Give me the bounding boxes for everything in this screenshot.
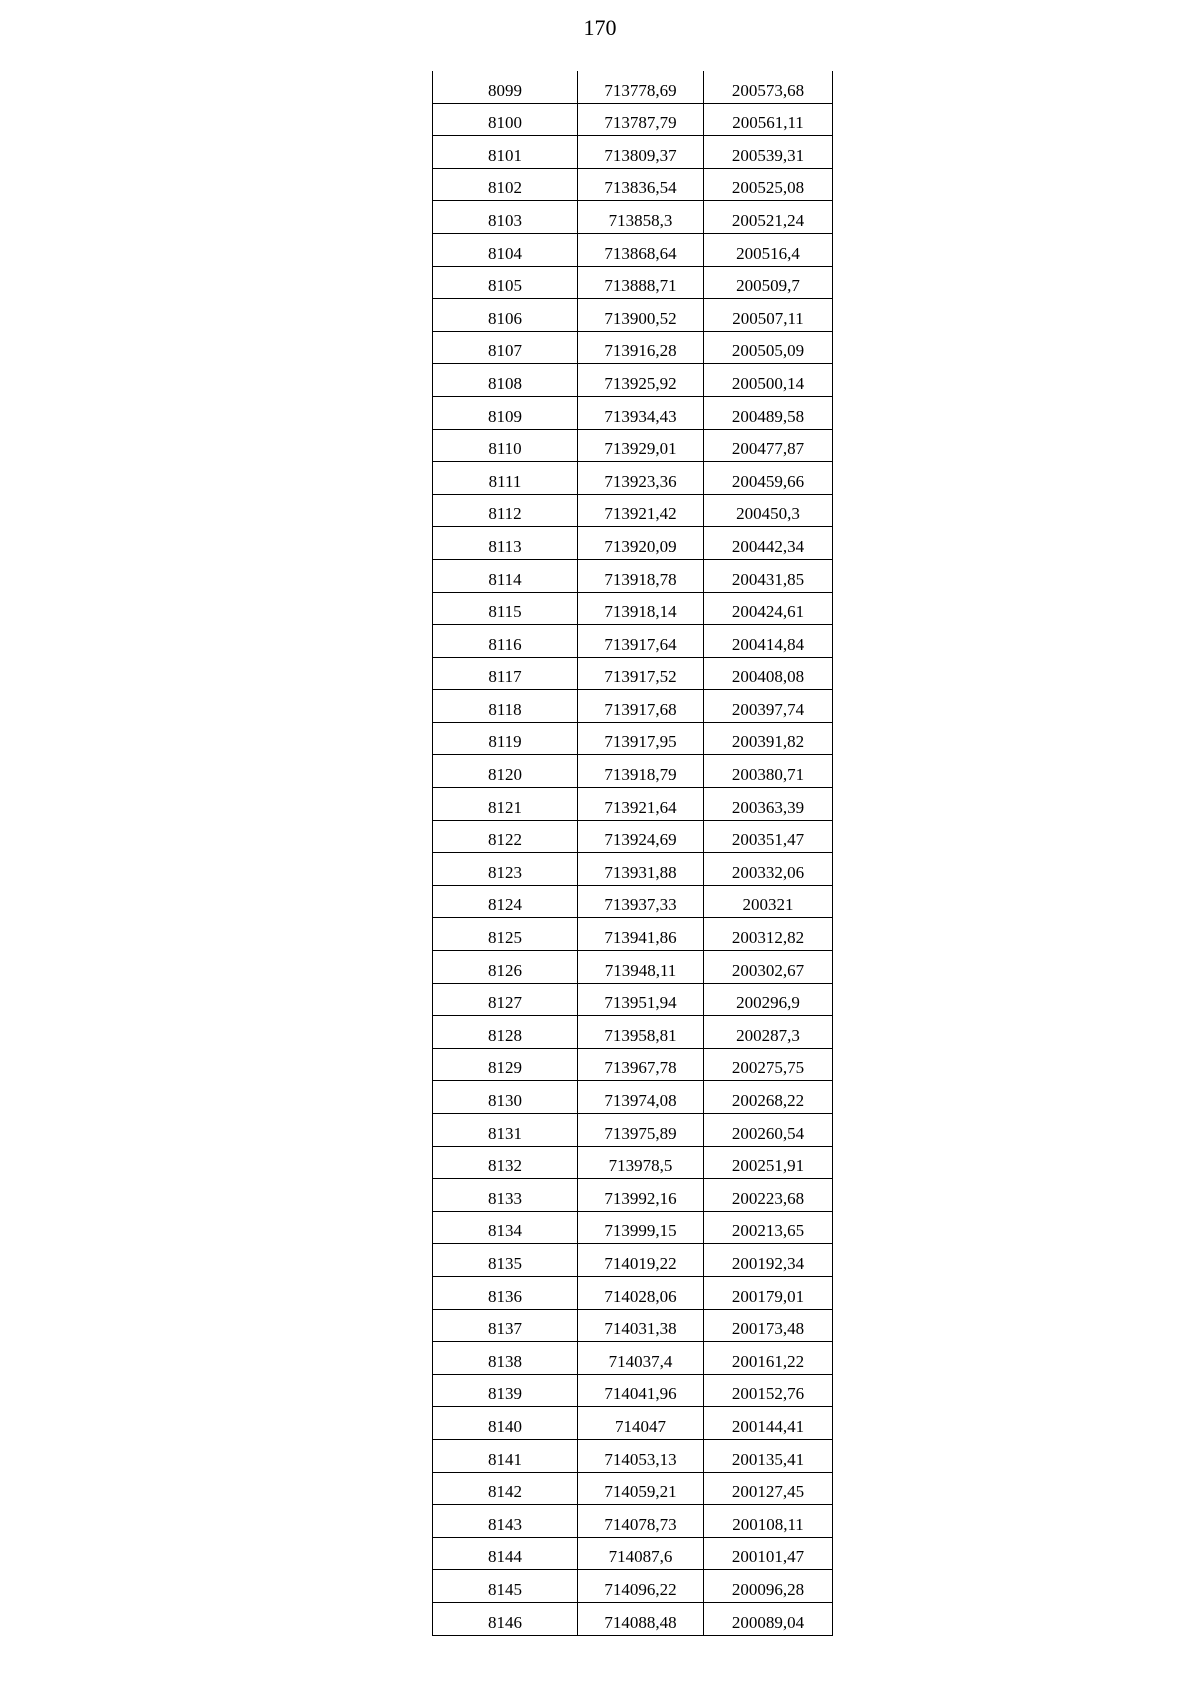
y-coordinate-cell: 200391,82 bbox=[704, 722, 833, 755]
table-row bbox=[433, 103, 833, 136]
x-coordinate-cell: 714059,21 bbox=[578, 1472, 704, 1505]
x-coordinate-cell: 714031,38 bbox=[578, 1309, 704, 1342]
table-row bbox=[433, 1146, 833, 1179]
x-coordinate-cell: 714047 bbox=[578, 1407, 704, 1440]
point-number-cell: 8099 bbox=[433, 71, 578, 103]
table-row bbox=[433, 657, 833, 690]
point-number-cell: 8112 bbox=[433, 494, 578, 527]
x-coordinate-cell: 713787,79 bbox=[578, 103, 704, 136]
x-coordinate-cell: 714037,4 bbox=[578, 1342, 704, 1375]
page-number: 170 bbox=[583, 15, 617, 40]
y-coordinate-cell: 200302,67 bbox=[704, 951, 833, 984]
point-number-cell: 8143 bbox=[433, 1505, 578, 1538]
x-coordinate-cell: 713916,28 bbox=[578, 331, 704, 364]
point-number-cell: 8127 bbox=[433, 983, 578, 1016]
y-coordinate-cell: 200509,7 bbox=[704, 266, 833, 299]
table-row bbox=[433, 885, 833, 918]
x-coordinate-cell: 714078,73 bbox=[578, 1505, 704, 1538]
table-row bbox=[433, 462, 833, 495]
x-coordinate-cell: 713934,43 bbox=[578, 396, 704, 429]
point-number-cell: 8129 bbox=[433, 1048, 578, 1081]
point-number-cell: 8108 bbox=[433, 364, 578, 397]
point-number-cell: 8130 bbox=[433, 1081, 578, 1114]
x-coordinate-cell: 713918,14 bbox=[578, 592, 704, 625]
y-coordinate-cell: 200296,9 bbox=[704, 983, 833, 1016]
point-number-cell: 8111 bbox=[433, 462, 578, 495]
y-coordinate-cell: 200179,01 bbox=[704, 1276, 833, 1309]
table-row bbox=[433, 1342, 833, 1375]
table-row bbox=[433, 1472, 833, 1505]
table-row bbox=[433, 266, 833, 299]
x-coordinate-cell: 714028,06 bbox=[578, 1276, 704, 1309]
point-number-cell: 8140 bbox=[433, 1407, 578, 1440]
x-coordinate-cell: 713941,86 bbox=[578, 918, 704, 951]
table-row bbox=[433, 951, 833, 984]
table-row bbox=[433, 1407, 833, 1440]
y-coordinate-cell: 200489,58 bbox=[704, 396, 833, 429]
table-row bbox=[433, 396, 833, 429]
table-row bbox=[433, 1276, 833, 1309]
coordinates-table bbox=[432, 71, 833, 1636]
y-coordinate-cell: 200414,84 bbox=[704, 625, 833, 658]
x-coordinate-cell: 714088,48 bbox=[578, 1602, 704, 1635]
point-number-cell: 8136 bbox=[433, 1276, 578, 1309]
point-number-cell: 8121 bbox=[433, 788, 578, 821]
y-coordinate-cell: 200213,65 bbox=[704, 1211, 833, 1244]
point-number-cell: 8142 bbox=[433, 1472, 578, 1505]
x-coordinate-cell: 714041,96 bbox=[578, 1374, 704, 1407]
point-number-cell: 8135 bbox=[433, 1244, 578, 1277]
x-coordinate-cell: 713921,42 bbox=[578, 494, 704, 527]
y-coordinate-cell: 200351,47 bbox=[704, 820, 833, 853]
table-row bbox=[433, 983, 833, 1016]
x-coordinate-cell: 713918,79 bbox=[578, 755, 704, 788]
point-number-cell: 8128 bbox=[433, 1016, 578, 1049]
x-coordinate-cell: 714019,22 bbox=[578, 1244, 704, 1277]
table-row bbox=[433, 722, 833, 755]
table-row bbox=[433, 331, 833, 364]
x-coordinate-cell: 713967,78 bbox=[578, 1048, 704, 1081]
point-number-cell: 8100 bbox=[433, 103, 578, 136]
x-coordinate-cell: 713858,3 bbox=[578, 201, 704, 234]
y-coordinate-cell: 200096,28 bbox=[704, 1570, 833, 1603]
y-coordinate-cell: 200332,06 bbox=[704, 853, 833, 886]
y-coordinate-cell: 200144,41 bbox=[704, 1407, 833, 1440]
point-number-cell: 8103 bbox=[433, 201, 578, 234]
y-coordinate-cell: 200442,34 bbox=[704, 527, 833, 560]
point-number-cell: 8104 bbox=[433, 233, 578, 266]
y-coordinate-cell: 200477,87 bbox=[704, 429, 833, 462]
x-coordinate-cell: 713924,69 bbox=[578, 820, 704, 853]
x-coordinate-cell: 714053,13 bbox=[578, 1439, 704, 1472]
table-row bbox=[433, 71, 833, 103]
y-coordinate-cell: 200101,47 bbox=[704, 1537, 833, 1570]
y-coordinate-cell: 200268,22 bbox=[704, 1081, 833, 1114]
y-coordinate-cell: 200380,71 bbox=[704, 755, 833, 788]
x-coordinate-cell: 713917,52 bbox=[578, 657, 704, 690]
table-row bbox=[433, 755, 833, 788]
x-coordinate-cell: 713958,81 bbox=[578, 1016, 704, 1049]
y-coordinate-cell: 200260,54 bbox=[704, 1114, 833, 1147]
table-row bbox=[433, 1048, 833, 1081]
y-coordinate-cell: 200192,34 bbox=[704, 1244, 833, 1277]
y-coordinate-cell: 200459,66 bbox=[704, 462, 833, 495]
point-number-cell: 8107 bbox=[433, 331, 578, 364]
x-coordinate-cell: 713975,89 bbox=[578, 1114, 704, 1147]
y-coordinate-cell: 200251,91 bbox=[704, 1146, 833, 1179]
y-coordinate-cell: 200500,14 bbox=[704, 364, 833, 397]
x-coordinate-cell: 713925,92 bbox=[578, 364, 704, 397]
point-number-cell: 8105 bbox=[433, 266, 578, 299]
y-coordinate-cell: 200507,11 bbox=[704, 299, 833, 332]
x-coordinate-cell: 713978,5 bbox=[578, 1146, 704, 1179]
x-coordinate-cell: 713923,36 bbox=[578, 462, 704, 495]
x-coordinate-cell: 713836,54 bbox=[578, 168, 704, 201]
point-number-cell: 8123 bbox=[433, 853, 578, 886]
y-coordinate-cell: 200089,04 bbox=[704, 1602, 833, 1635]
table-row bbox=[433, 168, 833, 201]
table-row bbox=[433, 853, 833, 886]
table-row bbox=[433, 429, 833, 462]
x-coordinate-cell: 714096,22 bbox=[578, 1570, 704, 1603]
point-number-cell: 8120 bbox=[433, 755, 578, 788]
point-number-cell: 8134 bbox=[433, 1211, 578, 1244]
y-coordinate-cell: 200525,08 bbox=[704, 168, 833, 201]
y-coordinate-cell: 200561,11 bbox=[704, 103, 833, 136]
x-coordinate-cell: 713920,09 bbox=[578, 527, 704, 560]
table-row bbox=[433, 690, 833, 723]
table-row bbox=[433, 1602, 833, 1635]
y-coordinate-cell: 200161,22 bbox=[704, 1342, 833, 1375]
x-coordinate-cell: 714087,6 bbox=[578, 1537, 704, 1570]
y-coordinate-cell: 200431,85 bbox=[704, 559, 833, 592]
table-row bbox=[433, 136, 833, 169]
table-row bbox=[433, 820, 833, 853]
point-number-cell: 8115 bbox=[433, 592, 578, 625]
point-number-cell: 8102 bbox=[433, 168, 578, 201]
y-coordinate-cell: 200408,08 bbox=[704, 657, 833, 690]
point-number-cell: 8110 bbox=[433, 429, 578, 462]
point-number-cell: 8133 bbox=[433, 1179, 578, 1212]
table-row bbox=[433, 1081, 833, 1114]
y-coordinate-cell: 200539,31 bbox=[704, 136, 833, 169]
table-row bbox=[433, 625, 833, 658]
point-number-cell: 8144 bbox=[433, 1537, 578, 1570]
table-row bbox=[433, 1016, 833, 1049]
table-row bbox=[433, 201, 833, 234]
y-coordinate-cell: 200505,09 bbox=[704, 331, 833, 364]
table-row bbox=[433, 527, 833, 560]
table-row bbox=[433, 1211, 833, 1244]
y-coordinate-cell: 200397,74 bbox=[704, 690, 833, 723]
point-number-cell: 8131 bbox=[433, 1114, 578, 1147]
point-number-cell: 8141 bbox=[433, 1439, 578, 1472]
table-row bbox=[433, 592, 833, 625]
table-row bbox=[433, 1505, 833, 1538]
coordinates-table-body bbox=[433, 71, 833, 1635]
y-coordinate-cell: 200173,48 bbox=[704, 1309, 833, 1342]
point-number-cell: 8119 bbox=[433, 722, 578, 755]
x-coordinate-cell: 713948,11 bbox=[578, 951, 704, 984]
y-coordinate-cell: 200363,39 bbox=[704, 788, 833, 821]
table-row bbox=[433, 559, 833, 592]
x-coordinate-cell: 713931,88 bbox=[578, 853, 704, 886]
x-coordinate-cell: 713868,64 bbox=[578, 233, 704, 266]
y-coordinate-cell: 200424,61 bbox=[704, 592, 833, 625]
x-coordinate-cell: 713992,16 bbox=[578, 1179, 704, 1212]
table-row bbox=[433, 1570, 833, 1603]
table-row bbox=[433, 788, 833, 821]
point-number-cell: 8125 bbox=[433, 918, 578, 951]
y-coordinate-cell: 200573,68 bbox=[704, 71, 833, 103]
y-coordinate-cell: 200135,41 bbox=[704, 1439, 833, 1472]
point-number-cell: 8145 bbox=[433, 1570, 578, 1603]
x-coordinate-cell: 713918,78 bbox=[578, 559, 704, 592]
point-number-cell: 8109 bbox=[433, 396, 578, 429]
point-number-cell: 8117 bbox=[433, 657, 578, 690]
table-row bbox=[433, 1439, 833, 1472]
point-number-cell: 8113 bbox=[433, 527, 578, 560]
table-row bbox=[433, 1244, 833, 1277]
point-number-cell: 8132 bbox=[433, 1146, 578, 1179]
point-number-cell: 8114 bbox=[433, 559, 578, 592]
point-number-cell: 8118 bbox=[433, 690, 578, 723]
table-row bbox=[433, 1114, 833, 1147]
table-row bbox=[433, 1537, 833, 1570]
point-number-cell: 8101 bbox=[433, 136, 578, 169]
point-number-cell: 8146 bbox=[433, 1602, 578, 1635]
y-coordinate-cell: 200450,3 bbox=[704, 494, 833, 527]
point-number-cell: 8106 bbox=[433, 299, 578, 332]
table-row bbox=[433, 299, 833, 332]
point-number-cell: 8124 bbox=[433, 885, 578, 918]
y-coordinate-cell: 200312,82 bbox=[704, 918, 833, 951]
x-coordinate-cell: 713974,08 bbox=[578, 1081, 704, 1114]
y-coordinate-cell: 200516,4 bbox=[704, 233, 833, 266]
y-coordinate-cell: 200127,45 bbox=[704, 1472, 833, 1505]
point-number-cell: 8116 bbox=[433, 625, 578, 658]
y-coordinate-cell: 200521,24 bbox=[704, 201, 833, 234]
x-coordinate-cell: 713809,37 bbox=[578, 136, 704, 169]
y-coordinate-cell: 200223,68 bbox=[704, 1179, 833, 1212]
x-coordinate-cell: 713917,68 bbox=[578, 690, 704, 723]
y-coordinate-cell: 200108,11 bbox=[704, 1505, 833, 1538]
x-coordinate-cell: 713929,01 bbox=[578, 429, 704, 462]
table-row bbox=[433, 1179, 833, 1212]
x-coordinate-cell: 713917,95 bbox=[578, 722, 704, 755]
x-coordinate-cell: 713778,69 bbox=[578, 71, 704, 103]
x-coordinate-cell: 713937,33 bbox=[578, 885, 704, 918]
y-coordinate-cell: 200287,3 bbox=[704, 1016, 833, 1049]
y-coordinate-cell: 200275,75 bbox=[704, 1048, 833, 1081]
table-row bbox=[433, 918, 833, 951]
point-number-cell: 8139 bbox=[433, 1374, 578, 1407]
point-number-cell: 8138 bbox=[433, 1342, 578, 1375]
point-number-cell: 8126 bbox=[433, 951, 578, 984]
x-coordinate-cell: 713900,52 bbox=[578, 299, 704, 332]
x-coordinate-cell: 713951,94 bbox=[578, 983, 704, 1016]
table-row bbox=[433, 1309, 833, 1342]
table-row bbox=[433, 494, 833, 527]
x-coordinate-cell: 713999,15 bbox=[578, 1211, 704, 1244]
x-coordinate-cell: 713917,64 bbox=[578, 625, 704, 658]
table-row bbox=[433, 233, 833, 266]
y-coordinate-cell: 200152,76 bbox=[704, 1374, 833, 1407]
table-row bbox=[433, 364, 833, 397]
point-number-cell: 8137 bbox=[433, 1309, 578, 1342]
x-coordinate-cell: 713888,71 bbox=[578, 266, 704, 299]
table-row bbox=[433, 1374, 833, 1407]
x-coordinate-cell: 713921,64 bbox=[578, 788, 704, 821]
point-number-cell: 8122 bbox=[433, 820, 578, 853]
y-coordinate-cell: 200321 bbox=[704, 885, 833, 918]
